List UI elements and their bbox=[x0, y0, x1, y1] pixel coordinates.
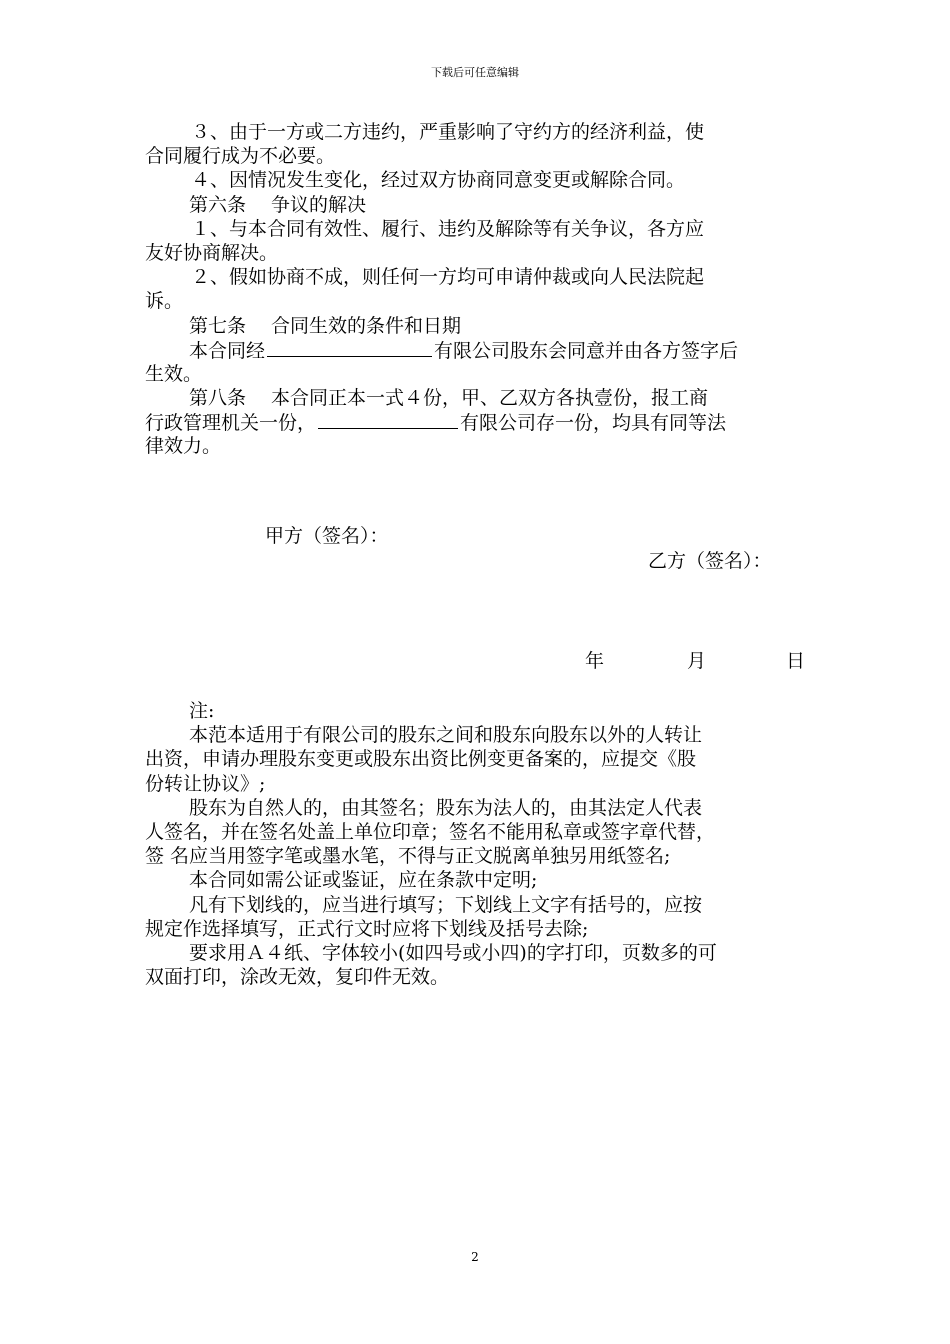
article-6-item-1-line-1: １、与本合同有效性、履行、违约及解除等有关争议，各方应 bbox=[191, 217, 705, 240]
note-3: 本合同如需公证或鉴证，应在条款中定明; bbox=[189, 869, 538, 892]
date-month: 月 bbox=[687, 650, 707, 672]
article-8-line-3: 律效力。 bbox=[145, 435, 222, 458]
clause-3-line-2: 合同履行成为不必要。 bbox=[145, 145, 336, 168]
notes-section bbox=[145, 699, 805, 989]
note-4-line-1: 凡有下划线的，应当进行填写；下划线上文字有括号的，应按 bbox=[189, 893, 703, 916]
clause-4: ４、因情况发生变化，经过双方协商同意变更或解除合同。 bbox=[191, 169, 686, 192]
article-7-line-2: 生效。 bbox=[145, 362, 203, 385]
date-year: 年 bbox=[585, 650, 605, 672]
article-6-item-2-line-1: ２、假如协商不成，则任何一方均可申请仲裁或向人民法院起 bbox=[191, 266, 705, 289]
date-day: 日 bbox=[786, 650, 806, 672]
note-1-line-3: 份转让协议》; bbox=[145, 772, 266, 795]
article-7-text-post: 有限公司股东会同意并由各方签字后 bbox=[434, 339, 739, 362]
article-8-line-1: 第八条 本合同正本一式４份，甲、乙双方各执壹份，报工商 bbox=[189, 387, 709, 410]
article-7-line-1 bbox=[145, 338, 805, 362]
article-6-heading: 第六条 争议的解决 bbox=[189, 193, 367, 216]
article-6-item-1-line-2: 友好协商解决。 bbox=[145, 241, 279, 264]
company-name-blank[interactable] bbox=[267, 338, 432, 357]
note-4-line-2: 规定作选择填写，正式行文时应将下划线及括号去除; bbox=[145, 917, 589, 940]
note-2-line-1: 股东为自然人的，由其签名；股东为法人的，由其法定人代表 bbox=[189, 796, 703, 819]
page-number: 2 bbox=[471, 1250, 479, 1264]
party-a-signature: 甲方（签名）： bbox=[265, 525, 389, 547]
company-name-blank-2[interactable] bbox=[318, 410, 458, 429]
note-2-line-2: 人签名，并在签名处盖上单位印章；签名不能用私章或签字章代替， bbox=[145, 820, 716, 843]
note-1-line-1: 本范本适用于有限公司的股东之间和股东向股东以外的人转让 bbox=[189, 724, 703, 747]
article-6-item-2-line-2: 诉。 bbox=[145, 290, 184, 313]
clause-3-line-1: ３、由于一方或二方违约，严重影响了守约方的经济利益，使 bbox=[191, 121, 705, 143]
note-5-line-2: 双面打印，涂改无效，复印件无效。 bbox=[145, 966, 450, 989]
party-b-signature: 乙方（签名）： bbox=[648, 550, 772, 572]
note-5-line-1: 要求用Ａ４纸、字体较小(如四号或小四)的字打印，页数多的可 bbox=[189, 941, 717, 964]
note-1-line-2: 出资，申请办理股东变更或股东出资比例变更备案的，应提交《股 bbox=[145, 748, 697, 771]
article-7-heading: 第七条 合同生效的条件和日期 bbox=[189, 314, 462, 337]
article-8-text-pre: 行政管理机关一份， bbox=[145, 412, 317, 435]
document-body bbox=[145, 120, 805, 459]
article-8-text-post: 有限公司存一份，均具有同等法 bbox=[460, 412, 727, 435]
notes-title: 注: bbox=[189, 700, 215, 722]
article-7-text-pre: 本合同经 bbox=[189, 339, 266, 362]
page-header: 下载后可任意编辑 bbox=[431, 66, 519, 79]
note-2-line-3: 签 名应当用签字笔或墨水笔，不得与正文脱离单独另用纸签名; bbox=[145, 845, 671, 868]
article-8-line-2 bbox=[145, 410, 805, 434]
